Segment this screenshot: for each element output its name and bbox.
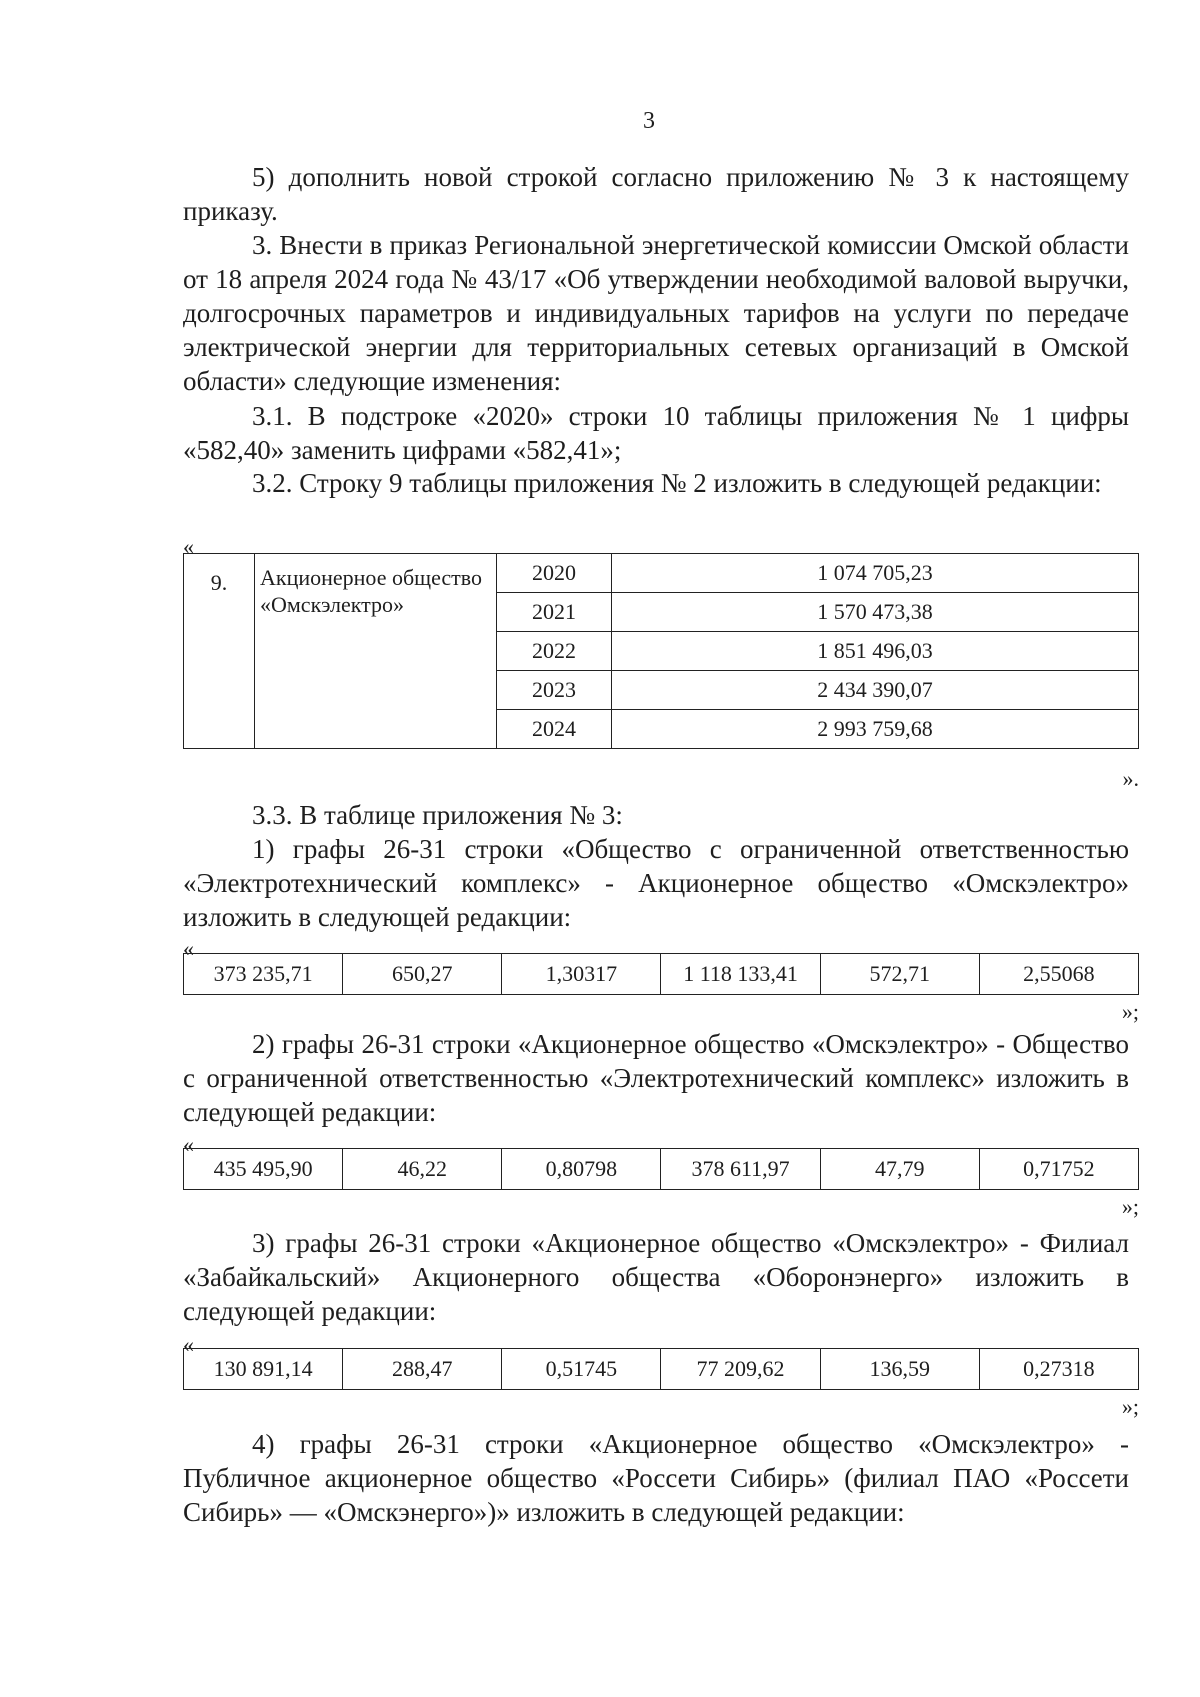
table-sub-3 <box>183 1348 1139 1390</box>
quote-open: « <box>183 936 194 961</box>
table-row <box>184 554 1139 593</box>
year-cell: 2021 <box>497 593 612 632</box>
paragraph-item-3-3: 3.3. В таблице приложения № 3: <box>252 800 623 830</box>
value-cell: 0,27318 <box>979 1349 1138 1390</box>
paragraph-sub-3: 3) графы 26-31 строки «Акционерное общество «Омскэлектро» - Филиал «Забайкальский» Акционерного общества «Оборонэнерго» изложить в следующей редакции: <box>183 1228 1129 1326</box>
value-cell: 435 495,90 <box>184 1149 343 1190</box>
page-number: 3 <box>643 108 655 134</box>
table-row <box>184 1349 1139 1390</box>
paragraph-sub-2: 2) графы 26-31 строки «Акционерное общество «Омскэлектро» - Общество с ограниченной ответственностью «Электротехнический комплекс» изложить в следующей редакции: <box>183 1029 1129 1127</box>
table-row-9 <box>183 553 1139 749</box>
value-cell: 1 074 705,23 <box>612 554 1139 593</box>
value-cell: 0,80798 <box>502 1149 661 1190</box>
value-cell: 0,71752 <box>979 1149 1138 1190</box>
quote-open: « <box>183 1132 194 1157</box>
table-close-quote: »; <box>1121 999 1139 1024</box>
value-cell: 2 434 390,07 <box>612 671 1139 710</box>
value-cell: 1 570 473,38 <box>612 593 1139 632</box>
year-cell: 2023 <box>497 671 612 710</box>
value-cell: 378 611,97 <box>661 1149 820 1190</box>
year-cell: 2024 <box>497 710 612 749</box>
row-number-cell: 9. <box>184 554 255 749</box>
value-cell: 136,59 <box>820 1349 979 1390</box>
value-cell: 2 993 759,68 <box>612 710 1139 749</box>
value-cell: 46,22 <box>343 1149 502 1190</box>
table-row <box>184 954 1139 995</box>
value-cell: 77 209,62 <box>661 1349 820 1390</box>
table-row <box>184 1149 1139 1190</box>
value-cell: 2,55068 <box>979 954 1138 995</box>
paragraph-sub-1: 1) графы 26-31 строки «Общество с ограниченной ответственностью «Электротехнический комплекс» - Акционерное общество «Омскэлектро» изложить в следующей редакции: <box>183 834 1129 932</box>
value-cell: 1 851 496,03 <box>612 632 1139 671</box>
value-cell: 373 235,71 <box>184 954 343 995</box>
value-cell: 1 118 133,41 <box>661 954 820 995</box>
value-cell: 0,51745 <box>502 1349 661 1390</box>
table-close-quote: ». <box>1122 766 1139 791</box>
table-sub-2 <box>183 1148 1139 1190</box>
value-cell: 572,71 <box>820 954 979 995</box>
table-sub-1 <box>183 953 1139 995</box>
value-cell: 47,79 <box>820 1149 979 1190</box>
value-cell: 288,47 <box>343 1349 502 1390</box>
table-close-quote: »; <box>1121 1194 1139 1219</box>
year-cell: 2022 <box>497 632 612 671</box>
value-cell: 650,27 <box>343 954 502 995</box>
organization-cell: Акционерное общество «Омскэлектро» <box>255 554 497 749</box>
table-close-quote: »; <box>1121 1394 1139 1419</box>
value-cell: 1,30317 <box>502 954 661 995</box>
quote-open: « <box>183 1332 194 1357</box>
paragraph-item-3-2: 3.2. Строку 9 таблицы приложения № 2 изложить в следующей редакции: <box>252 468 1102 498</box>
year-cell: 2020 <box>497 554 612 593</box>
paragraph-sub-4: 4) графы 26-31 строки «Акционерное общество «Омскэлектро» - Публичное акционерное общество «Россети Сибирь» (филиал ПАО «Россети Сибирь» — «Омскэнерго»)» изложить в следующей редакции: <box>183 1429 1129 1527</box>
value-cell: 130 891,14 <box>184 1349 343 1390</box>
paragraph-item-5: 5) дополнить новой строкой согласно приложению № 3 к настоящему приказу. <box>183 162 1129 226</box>
paragraph-item-3-1: 3.1. В подстроке «2020» строки 10 таблицы приложения № 1 цифры «582,40» заменить цифрами «582,41»; <box>183 401 1129 465</box>
paragraph-item-3: 3. Внести в приказ Региональной энергетической комиссии Омской области от 18 апреля 2024 года № 43/17 «Об утверждении необходимой валовой выручки, долгосрочных параметров и индивидуальных тарифов на услуги по передаче электрической энергии для территориальных сетевых организаций в Омской области» следующие изменения: <box>183 230 1129 396</box>
quote-open: « <box>183 534 194 559</box>
